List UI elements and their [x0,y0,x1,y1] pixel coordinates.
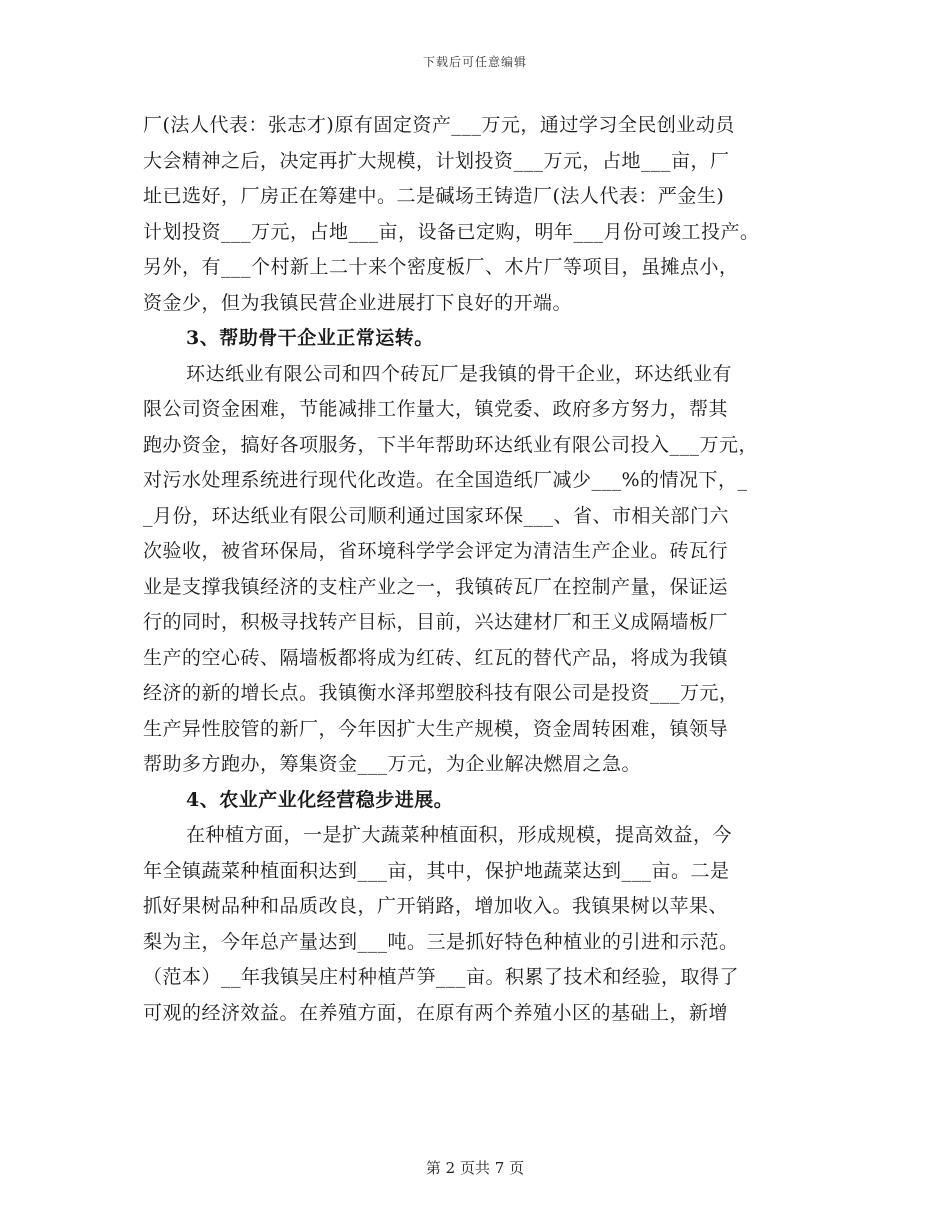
text-line: 经济的新的增长点。我镇衡水泽邦塑胶科技有限公司是投资___万元， [143,682,739,704]
text-line: 梨为主，今年总产量达到___吨。三是抓好特色种植业的引进和示范。 [143,930,739,953]
text-line: 年全镇蔬菜种植面积达到___亩，其中，保护地蔬菜达到___亩。二是 [143,859,730,882]
page-footer: 第 2 页共 7 页 [425,1159,525,1177]
text-line: 抓好果树品种和品质改良，广开销路，增加收入。我镇果树以苹果、 [143,895,729,917]
text-line: 生产异性胶管的新厂，今年因扩大生产规模，资金周转困难，镇领导 [143,717,729,740]
text-line: 厂(法人代表：张志才)原有固定资产___万元，通过学习全民创业动员 [143,114,735,136]
section-heading: 3、帮助骨干企业正常运转。 [186,327,434,349]
text-line: 大会精神之后，决定再扩大规模，计划投资___万元，占地___亩，厂 [143,149,730,172]
text-line: 可观的经济效益。在养殖方面，在原有两个养殖小区的基础上，新增 [143,1001,729,1024]
text-line: 对污水处理系统进行现代化改造。在全国造纸厂减少___%的情况下，_ [143,469,748,491]
text-line: _月份，环达纸业有限公司顺利通过国家环保___、省、市相关部门六 [143,504,730,527]
text-line: 计划投资___万元，占地___亩，设备已定购，明年___月份可竣工投产。 [143,220,760,243]
text-line: 限公司资金困难，节能减排工作量大，镇党委、政府多方努力，帮其 [143,398,729,420]
page-header: 下载后可任意编辑 [422,55,527,69]
text-line: 生产的空心砖、隔墙板都将成为红砖、红瓦的替代产品，将成为我镇 [143,646,729,669]
section-heading: 4、农业产业化经营稳步进展。 [186,788,454,811]
document-body [143,108,803,1031]
text-line: 另外，有___个村新上二十来个密度板厂、木片厂等项目，虽摊点小， [143,256,739,278]
text-line: 在种植方面，一是扩大蔬菜种植面积，形成规模，提高效益，今 [186,824,733,846]
text-line: 资金少，但为我镇民营企业进展打下良好的开端。 [143,291,573,314]
text-line: 帮助多方跑办，筹集资金___万元，为企业解决燃眉之急。 [143,753,642,775]
text-line: （范本）__年我镇吴庄村种植芦笋___亩。积累了技术和经验，取得了 [143,966,740,988]
text-line: 行的同时，积极寻找转产目标，目前，兴达建材厂和王义成隔墙板厂 [143,611,729,633]
text-line: 环达纸业有限公司和四个砖瓦厂是我镇的骨干企业，环达纸业有 [186,362,733,385]
text-line: 址已选好，厂房正在筹建中。二是碱场王铸造厂(法人代表：严金生) [143,185,725,207]
text-line: 业是支撑我镇经济的支柱产业之一，我镇砖瓦厂在控制产量，保证运 [143,575,729,598]
text-line: 次验收，被省环保局，省环境科学学会评定为清洁生产企业。砖瓦行 [143,540,729,562]
text-line: 跑办资金，搞好各项服务，下半年帮助环达纸业有限公司投入___万元， [143,433,759,456]
